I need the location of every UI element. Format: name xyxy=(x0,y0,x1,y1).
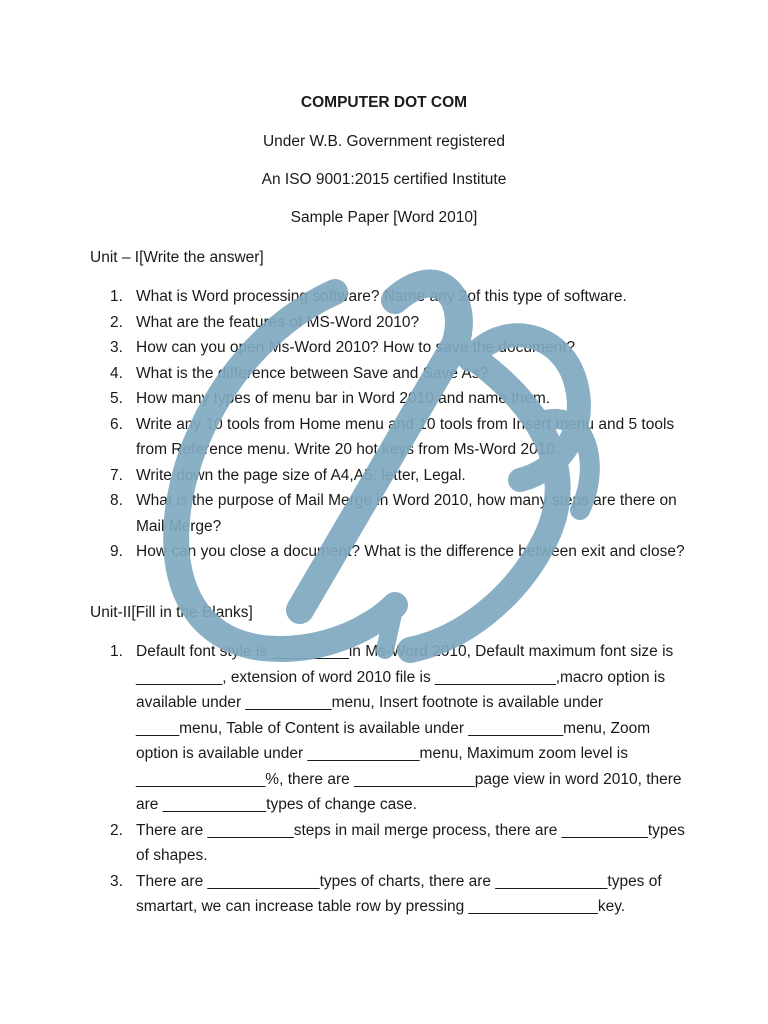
list-item xyxy=(90,818,690,869)
item-number: 4. xyxy=(110,364,123,382)
item-text: There are _____________types of charts, there are _____________types of smartart, we can increase table row by pressing _______________key. xyxy=(136,872,662,915)
item-number: 1. xyxy=(110,288,123,305)
item-text: Write any 10 tools from Home menu and 10 tools from Insert menu and 5 tools from Reference menu. Write 20 hot keys from Ms-Word 2010. xyxy=(136,415,675,458)
item-number: 3. xyxy=(110,339,123,356)
list-item xyxy=(90,386,690,412)
item-text: What are the features of MS-Word 2010? xyxy=(136,313,420,331)
certification-line: An ISO 9001:2015 certified Institute xyxy=(261,171,507,188)
list-item xyxy=(90,412,690,463)
unit-1-heading: Unit – I[Write the answer] xyxy=(90,249,264,266)
list-item xyxy=(90,361,690,387)
item-number: 7. xyxy=(110,466,123,484)
item-text: How many types of menu bar in Word 2010 and name them. xyxy=(136,390,551,407)
unit-2-heading: Unit-II[Fill in the Blanks] xyxy=(90,604,253,621)
item-number: 3. xyxy=(110,872,123,890)
list-item xyxy=(90,335,690,361)
item-text: What is Word processing software? Name any 2of this type of software. xyxy=(136,288,627,305)
list-item xyxy=(90,310,690,336)
list-item xyxy=(90,488,690,539)
item-text: Write down the page size of A4,A5, letter, Legal. xyxy=(136,466,466,484)
item-number: 2. xyxy=(110,313,123,331)
item-text: How can you close a document? What is the difference between exit and close? xyxy=(136,543,685,560)
list-item xyxy=(90,284,690,310)
list-item xyxy=(90,639,690,818)
item-text: What is the purpose of Mail Merge in Word 2010, how many steps are there on Mail Merge? xyxy=(136,492,677,535)
list-item xyxy=(90,463,690,489)
item-text: Default font style is _________in Ms-Word 2010, Default maximum font size is __________, extension of word 2010 file is ______________,macro option is available under __________menu, Insert footnote is available under _____menu, Table of Content is available under ___________menu, Zoom option is available under _____________menu, Maximum zoom level is _______________%, there are ______________page view in word 2010, there are ____________types of change case. xyxy=(136,643,682,813)
item-text: What is the difference between Save and Save As? xyxy=(136,364,489,382)
list-item xyxy=(90,869,690,920)
unit-2-question-list xyxy=(90,639,690,920)
item-text: There are __________steps in mail merge process, there are __________types of shapes. xyxy=(136,821,685,864)
item-number: 6. xyxy=(110,415,123,433)
item-number: 1. xyxy=(110,643,123,660)
item-text: How can you open Ms-Word 2010? How to save the document? xyxy=(136,339,576,356)
unit-1-question-list xyxy=(90,284,690,565)
item-number: 9. xyxy=(110,543,123,560)
document-title: COMPUTER DOT COM xyxy=(300,94,468,111)
registration-line: Under W.B. Government registered xyxy=(262,133,506,150)
item-number: 2. xyxy=(110,821,123,839)
list-item xyxy=(90,539,690,565)
item-number: 5. xyxy=(110,390,123,407)
paper-title: Sample Paper [Word 2010] xyxy=(290,209,478,226)
item-number: 8. xyxy=(110,492,123,509)
